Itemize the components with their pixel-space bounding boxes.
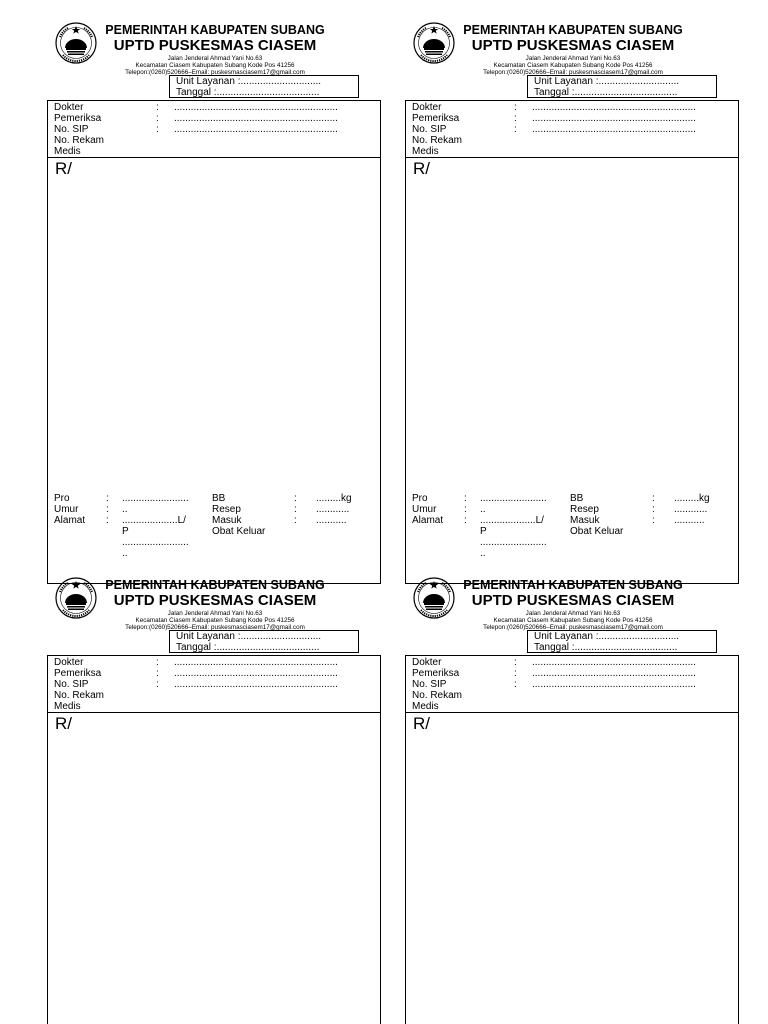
- puskesmas-emblem-icon: [54, 21, 98, 65]
- no-sip-field[interactable]: ...........................................................: [532, 124, 696, 135]
- puskesmas-emblem-icon: [412, 576, 456, 620]
- header-line2: UPTD PUSKESMAS CIASEM: [113, 592, 317, 609]
- header-line1: PEMERINTAH KABUPATEN SUBANG: [463, 578, 683, 592]
- puskesmas-emblem-icon: [54, 576, 98, 620]
- colon: :: [294, 493, 297, 504]
- header-contact: Telepon:(0260)520666–Email: puskesmasciasem17@gmail.com: [125, 69, 305, 76]
- alamat-field[interactable]: ....................L/: [122, 515, 186, 526]
- colon: :: [514, 657, 517, 668]
- header-line2: UPTD PUSKESMAS CIASEM: [471, 37, 675, 54]
- colon: :: [156, 657, 159, 668]
- pro-field[interactable]: ........................: [480, 493, 547, 504]
- colon: :: [514, 668, 517, 679]
- colon: :: [106, 515, 109, 526]
- label-pemeriksa: Pemeriksa: [412, 113, 460, 124]
- extra-field-line2[interactable]: ..: [122, 548, 128, 559]
- header-contact: Telepon:(0260)520666–Email: puskesmasciasem17@gmail.com: [483, 69, 663, 76]
- prescription-body[interactable]: [405, 157, 739, 584]
- dokter-field[interactable]: ...........................................................: [532, 657, 696, 668]
- label-medis: Medis: [54, 701, 81, 712]
- colon: :: [652, 515, 655, 526]
- label-no-sip: No. SIP: [54, 124, 89, 135]
- tanggal-field[interactable]: Tanggal :.....................................: [176, 642, 320, 653]
- label-no-sip: No. SIP: [412, 679, 447, 690]
- doctor-section: [47, 655, 381, 713]
- label-dokter: Dokter: [54, 102, 84, 113]
- colon: :: [652, 493, 655, 504]
- bb-field[interactable]: .........kg: [674, 493, 710, 504]
- pemeriksa-field[interactable]: ...........................................................: [532, 113, 696, 124]
- label-umur: Umur: [412, 504, 437, 515]
- label-obat-keluar: Obat Keluar: [212, 526, 266, 537]
- label-pemeriksa: Pemeriksa: [54, 113, 102, 124]
- unit-box: [527, 75, 717, 98]
- colon: :: [156, 124, 159, 135]
- colon: :: [464, 515, 467, 526]
- header-district: Kecamatan Ciasem Kabupaten Subang Kode Pos 41256: [135, 617, 295, 624]
- label-medis: Medis: [412, 701, 439, 712]
- prescription-body[interactable]: [47, 157, 381, 584]
- no-sip-field[interactable]: ...........................................................: [174, 679, 338, 690]
- colon: :: [514, 113, 517, 124]
- label-no-rekam: No. Rekam: [54, 690, 105, 701]
- unit-box: [169, 75, 359, 98]
- prescription-symbol: R/: [413, 159, 430, 178]
- colon: :: [156, 113, 159, 124]
- label-no-sip: No. SIP: [54, 679, 89, 690]
- label-masuk: Masuk: [570, 515, 600, 526]
- pemeriksa-field[interactable]: ...........................................................: [532, 668, 696, 679]
- label-dokter: Dokter: [412, 657, 442, 668]
- header-address: Jalan Jenderal Ahmad Yani No.63: [167, 55, 263, 62]
- header-district: Kecamatan Ciasem Kabupaten Subang Kode Pos 41256: [493, 62, 653, 69]
- dokter-field[interactable]: ...........................................................: [532, 102, 696, 113]
- doctor-section: [405, 100, 739, 158]
- masuk-field[interactable]: ...........: [674, 515, 705, 526]
- header-line2: UPTD PUSKESMAS CIASEM: [113, 37, 317, 54]
- umur-field[interactable]: ..: [480, 504, 486, 515]
- label-obat-keluar: Obat Keluar: [570, 526, 624, 537]
- label-medis: Medis: [54, 146, 81, 157]
- prescription-symbol: R/: [55, 714, 72, 733]
- colon: :: [514, 102, 517, 113]
- alamat-p: P: [122, 526, 129, 537]
- label-medis: Medis: [412, 146, 439, 157]
- header-address: Jalan Jenderal Ahmad Yani No.63: [525, 55, 621, 62]
- prescription-body[interactable]: [405, 712, 739, 1024]
- header-district: Kecamatan Ciasem Kabupaten Subang Kode Pos 41256: [493, 617, 653, 624]
- header-contact: Telepon:(0260)520666–Email: puskesmasciasem17@gmail.com: [483, 624, 663, 631]
- no-sip-field[interactable]: ...........................................................: [532, 679, 696, 690]
- label-bb: BB: [570, 493, 584, 504]
- label-masuk: Masuk: [212, 515, 242, 526]
- label-resep: Resep: [570, 504, 599, 515]
- header-line1: PEMERINTAH KABUPATEN SUBANG: [105, 23, 325, 37]
- doctor-section: [47, 100, 381, 158]
- colon: :: [464, 504, 467, 515]
- colon: :: [156, 679, 159, 690]
- pro-field[interactable]: ........................: [122, 493, 189, 504]
- colon: :: [294, 515, 297, 526]
- prescription-symbol: R/: [413, 714, 430, 733]
- dokter-field[interactable]: ...........................................................: [174, 657, 338, 668]
- unit-layanan-field[interactable]: Unit Layanan :.............................: [176, 76, 322, 87]
- colon: :: [294, 504, 297, 515]
- resep-field[interactable]: ............: [316, 504, 350, 515]
- unit-layanan-field[interactable]: Unit Layanan :.............................: [176, 631, 322, 642]
- bb-field[interactable]: .........kg: [316, 493, 352, 504]
- colon: :: [464, 493, 467, 504]
- umur-field[interactable]: ..: [122, 504, 128, 515]
- label-dokter: Dokter: [412, 102, 442, 113]
- label-no-rekam: No. Rekam: [412, 690, 463, 701]
- header-address: Jalan Jenderal Ahmad Yani No.63: [167, 610, 263, 617]
- header-contact: Telepon:(0260)520666–Email: puskesmasciasem17@gmail.com: [125, 624, 305, 631]
- tanggal-field[interactable]: Tanggal :.....................................: [176, 87, 320, 98]
- prescription-body[interactable]: [47, 712, 381, 1024]
- label-pemeriksa: Pemeriksa: [54, 668, 102, 679]
- colon: :: [156, 668, 159, 679]
- label-pemeriksa: Pemeriksa: [412, 668, 460, 679]
- unit-layanan-field[interactable]: Unit Layanan :.............................: [534, 631, 680, 642]
- label-no-rekam: No. Rekam: [412, 135, 463, 146]
- dokter-field[interactable]: ...........................................................: [174, 102, 338, 113]
- unit-layanan-field[interactable]: Unit Layanan :.............................: [534, 76, 680, 87]
- label-no-sip: No. SIP: [412, 124, 447, 135]
- header-district: Kecamatan Ciasem Kabupaten Subang Kode Pos 41256: [135, 62, 295, 69]
- label-alamat: Alamat: [54, 515, 86, 526]
- tanggal-field[interactable]: Tanggal :.....................................: [534, 642, 678, 653]
- colon: :: [106, 504, 109, 515]
- no-sip-field[interactable]: ...........................................................: [174, 124, 338, 135]
- colon: :: [156, 102, 159, 113]
- label-umur: Umur: [54, 504, 79, 515]
- label-bb: BB: [212, 493, 226, 504]
- puskesmas-emblem-icon: [412, 21, 456, 65]
- doctor-section: [405, 655, 739, 713]
- unit-box: [527, 630, 717, 653]
- colon: :: [652, 504, 655, 515]
- label-pro: Pro: [54, 493, 70, 504]
- alamat-p: P: [480, 526, 487, 537]
- masuk-field[interactable]: ...........: [316, 515, 347, 526]
- prescription-symbol: R/: [55, 159, 72, 178]
- colon: :: [514, 679, 517, 690]
- unit-box: [169, 630, 359, 653]
- alamat-field[interactable]: ....................L/: [480, 515, 544, 526]
- tanggal-field[interactable]: Tanggal :.....................................: [534, 87, 678, 98]
- header-line2: UPTD PUSKESMAS CIASEM: [471, 592, 675, 609]
- resep-field[interactable]: ............: [674, 504, 708, 515]
- extra-field-line2[interactable]: ..: [480, 548, 486, 559]
- extra-field-line1[interactable]: ........................: [122, 537, 189, 548]
- extra-field-line1[interactable]: ........................: [480, 537, 547, 548]
- label-dokter: Dokter: [54, 657, 84, 668]
- label-pro: Pro: [412, 493, 428, 504]
- header-address: Jalan Jenderal Ahmad Yani No.63: [525, 610, 621, 617]
- pemeriksa-field[interactable]: ...........................................................: [174, 113, 338, 124]
- colon: :: [514, 124, 517, 135]
- header-line1: PEMERINTAH KABUPATEN SUBANG: [105, 578, 325, 592]
- pemeriksa-field[interactable]: ...........................................................: [174, 668, 338, 679]
- label-no-rekam: No. Rekam: [54, 135, 105, 146]
- header-line1: PEMERINTAH KABUPATEN SUBANG: [463, 23, 683, 37]
- colon: :: [106, 493, 109, 504]
- label-alamat: Alamat: [412, 515, 444, 526]
- label-resep: Resep: [212, 504, 241, 515]
